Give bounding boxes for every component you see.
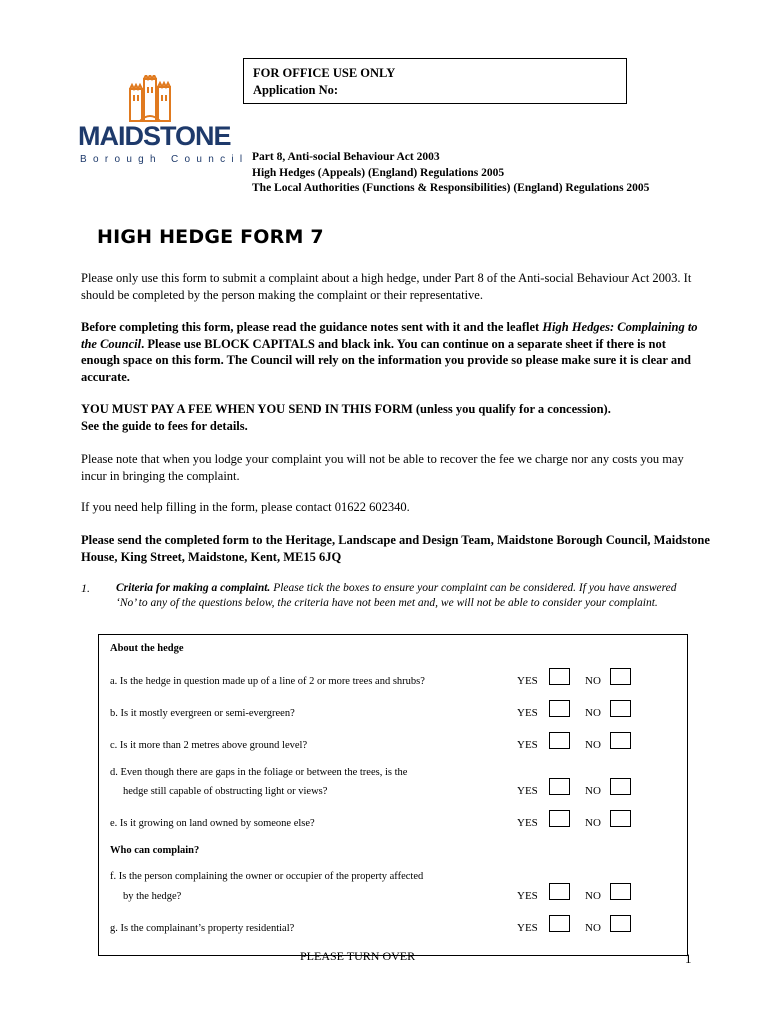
no-label: NO: [585, 922, 601, 934]
question-e: e. Is it growing on land owned by someone else?: [110, 818, 315, 829]
question-b-no-checkbox[interactable]: [610, 700, 631, 717]
application-no-label: Application No:: [253, 83, 339, 97]
question-f-line-1: f. Is the person complaining the owner or occupier of the property affected: [110, 871, 424, 882]
before-text-a: Before completing this form, please read the guidance notes sent with it and the leaflet: [81, 320, 543, 334]
act-line: Part 8, Anti-social Behaviour Act 2003: [252, 151, 440, 163]
criteria-text: Please tick the boxes to ensure your complaint can be considered. If you have answered ‘No’ to any of the questions below, the criteria have not been met and, we will not be able to consider your complaint.: [116, 582, 677, 609]
about-hedge-heading: About the hedge: [110, 643, 184, 654]
legislation-list: [252, 150, 649, 197]
question-c: c. Is it more than 2 metres above ground level?: [110, 740, 308, 751]
question-d-yes-checkbox[interactable]: [549, 778, 570, 795]
no-label: NO: [585, 785, 601, 797]
criteria-heading: Criteria for making a complaint.: [116, 582, 271, 594]
logo-wordmark: MAIDSTONE: [78, 121, 231, 151]
no-label: NO: [585, 890, 601, 902]
act-line: High Hedges (Appeals) (England) Regulations 2005: [252, 166, 505, 179]
no-label: NO: [585, 707, 601, 719]
question-g-no-checkbox[interactable]: [610, 915, 631, 932]
help-paragraph: If you need help filling in the form, please contact 01622 602340.: [81, 500, 410, 514]
question-b: b. Is it mostly evergreen or semi-evergreen?: [110, 708, 295, 719]
question-f-yes-checkbox[interactable]: [549, 883, 570, 900]
yes-label: YES: [517, 675, 538, 687]
question-c-yes-checkbox[interactable]: [549, 732, 570, 749]
note-paragraph: Please note that when you lodge your complaint you will not be able to recover the fee we charge nor any costs you may incur in bringing the complaint.: [81, 452, 684, 483]
office-use-box: [243, 58, 627, 104]
yes-label: YES: [517, 817, 538, 829]
question-c-no-checkbox[interactable]: [610, 732, 631, 749]
who-can-complain-heading: Who can complain?: [110, 845, 200, 856]
question-a-no-checkbox[interactable]: [610, 668, 631, 685]
office-use-label: FOR OFFICE USE ONLY: [253, 66, 396, 80]
no-label: NO: [585, 739, 601, 751]
page-number: 1: [685, 951, 692, 966]
yes-label: YES: [517, 785, 538, 797]
criteria-paragraph: [116, 581, 696, 611]
fee-line-1: YOU MUST PAY A FEE WHEN YOU SEND IN THIS FORM (unless you qualify for a concession).: [81, 402, 611, 416]
act-line: The Local Authorities (Functions & Responsibilities) (England) Regulations 2005: [252, 182, 650, 194]
question-f-line-2: by the hedge?: [123, 891, 182, 902]
please-turn-over: PLEASE TURN OVER: [300, 949, 416, 963]
question-a-yes-checkbox[interactable]: [549, 668, 570, 685]
yes-label: YES: [517, 890, 538, 902]
no-label: NO: [585, 817, 601, 829]
question-f-no-checkbox[interactable]: [610, 883, 631, 900]
leaflet-title: High Hedges: Complaining to the Council: [81, 320, 698, 351]
page-title: HIGH HEDGE FORM 7: [97, 226, 324, 248]
logo-subtitle: Borough Council: [80, 154, 249, 165]
send-paragraph: Please send the completed form to the Heritage, Landscape and Design Team, Maidstone Borough Council, Maidstone House, King Street, Maidstone, Kent, ME15 6JQ: [81, 533, 710, 564]
question-g: g. Is the complainant’s property residential?: [110, 923, 295, 934]
fee-paragraph: [81, 401, 701, 434]
before-text-b: . Please use BLOCK CAPITALS and black ink. You can continue on a separate sheet if there is not enough space on this form. The Council will rely on the information you provide so please make sure it is clear and accurate.: [81, 336, 691, 384]
no-label: NO: [585, 675, 601, 687]
section-number: 1.: [81, 581, 90, 595]
yes-label: YES: [517, 739, 538, 751]
question-d-no-checkbox[interactable]: [610, 778, 631, 795]
intro-paragraph: Please only use this form to submit a complaint about a high hedge, under Part 8 of the Anti-social Behaviour Act 2003. It should be completed by the person making the complaint or their representative.: [81, 271, 692, 302]
question-b-yes-checkbox[interactable]: [549, 700, 570, 717]
question-e-yes-checkbox[interactable]: [549, 810, 570, 827]
yes-label: YES: [517, 922, 538, 934]
question-d-line-1: d. Even though there are gaps in the foliage or between the trees, is the: [110, 767, 408, 778]
question-e-no-checkbox[interactable]: [610, 810, 631, 827]
question-g-yes-checkbox[interactable]: [549, 915, 570, 932]
before-paragraph: [81, 319, 701, 385]
yes-label: YES: [517, 707, 538, 719]
question-d-line-2: hedge still capable of obstructing light or views?: [123, 786, 328, 797]
fee-line-2: See the guide to fees for details.: [81, 418, 248, 433]
question-a: a. Is the hedge in question made up of a line of 2 or more trees and shrubs?: [110, 676, 425, 687]
